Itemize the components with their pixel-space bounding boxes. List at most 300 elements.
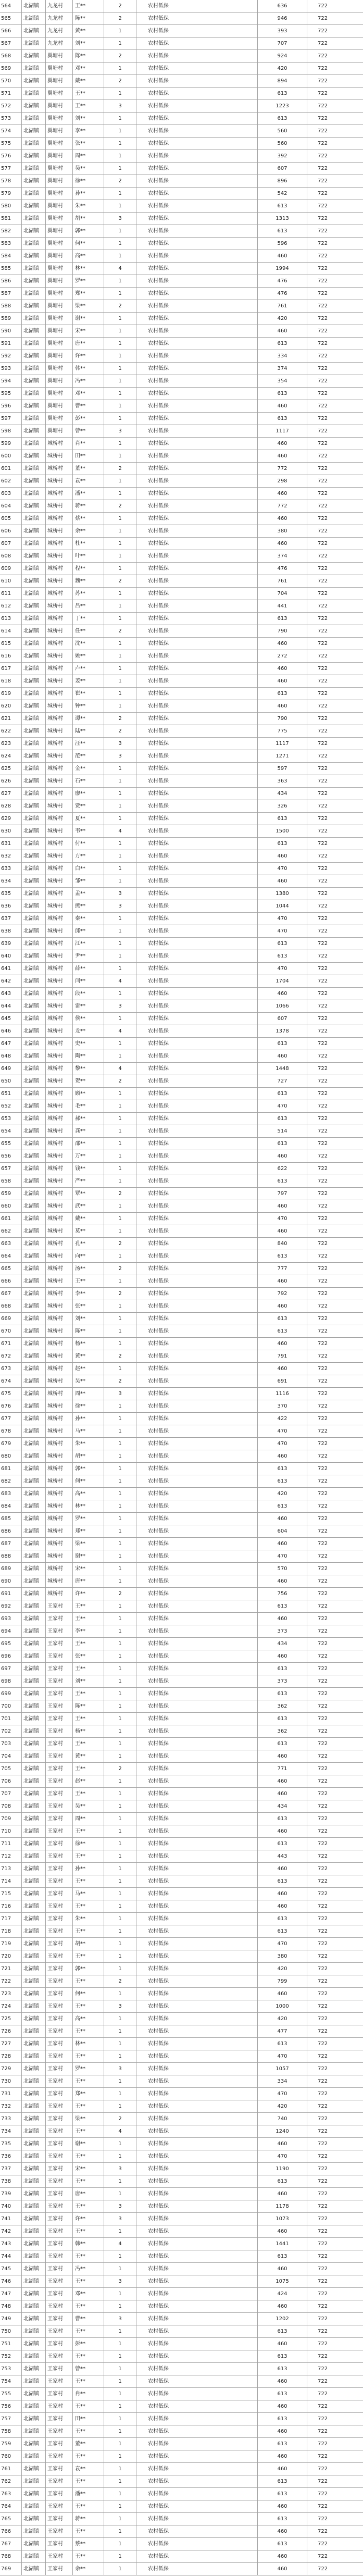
cell-household-size: 4	[104, 825, 136, 837]
table-row	[0, 1325, 363, 1338]
cell-row-number: 567	[0, 38, 22, 49]
cell-amount: 613	[258, 2350, 307, 2362]
cell-row-number: 680	[0, 1450, 22, 1462]
cell-name: 王**	[73, 1950, 104, 1962]
cell-household-size: 2	[104, 1588, 136, 1600]
cell-assistance-type: 农村低保	[136, 875, 258, 887]
cell-village: 城桥村	[46, 1488, 73, 1500]
cell-code: 722	[318, 2229, 328, 2234]
cell-assistance-type: 农村低保	[136, 888, 258, 900]
cell-town: 北湖镇	[22, 1350, 46, 1362]
cell-village: 城桥村	[46, 750, 73, 762]
cell-household-size: 1	[104, 950, 136, 962]
cell-row-number: 751	[0, 2338, 22, 2350]
cell-amount: 460	[258, 875, 307, 887]
cell-name: 罗**	[73, 2063, 104, 2075]
cell-name: 郑**	[73, 288, 104, 300]
table-row	[0, 563, 363, 575]
cell-amount: 460	[258, 1538, 307, 1550]
cell-village: 城桥村	[46, 1325, 73, 1337]
cell-row-number: 767	[0, 2538, 22, 2550]
cell-amount: 1075	[258, 2275, 307, 2287]
cell-village: 城桥村	[46, 1413, 73, 1425]
cell-village: 城桥村	[46, 688, 73, 700]
cell-assistance-type: 农村低保	[136, 2313, 258, 2325]
cell-assistance-type: 农村低保	[136, 2488, 258, 2500]
table-row	[0, 1788, 363, 1800]
cell-town: 北湖镇	[22, 2475, 46, 2487]
table-row	[0, 2038, 363, 2050]
cell-row-number: 695	[0, 1638, 22, 1650]
table-row	[0, 138, 363, 150]
cell-town: 北湖镇	[22, 2138, 46, 2150]
cell-assistance-type: 农村低保	[136, 500, 258, 512]
cell-amount: 362	[258, 1700, 307, 1712]
cell-village: 城桥村	[46, 963, 73, 975]
cell-town: 北湖镇	[22, 500, 46, 512]
cell-household-size: 1	[104, 1725, 136, 1737]
cell-town: 北湖镇	[22, 200, 46, 212]
cell-household-size: 1	[104, 638, 136, 650]
cell-village: 王家村	[46, 1750, 73, 1762]
table-row	[0, 1038, 363, 1050]
cell-amount: 613	[258, 1088, 307, 1100]
cell-row-number: 677	[0, 1413, 22, 1425]
cell-assistance-type: 农村低保	[136, 1438, 258, 1450]
cell-amount: 1448	[258, 1063, 307, 1075]
cell-code: 722	[318, 2316, 328, 2322]
table-row	[0, 513, 363, 525]
cell-household-size: 1	[104, 763, 136, 775]
cell-household-size: 3	[104, 213, 136, 225]
cell-assistance-type: 农村低保	[136, 1263, 258, 1275]
cell-assistance-type: 农村低保	[136, 1538, 258, 1550]
cell-name: 范**	[73, 750, 104, 762]
cell-row-number: 593	[0, 363, 22, 375]
cell-amount: 613	[258, 1475, 307, 1487]
cell-row-number: 746	[0, 2275, 22, 2287]
table-row	[0, 950, 363, 963]
cell-assistance-type: 农村低保	[136, 88, 258, 99]
cell-village: 城桥村	[46, 813, 73, 825]
cell-village: 城桥村	[46, 1175, 73, 1187]
cell-amount: 756	[258, 1588, 307, 1600]
cell-village: 王家村	[46, 1938, 73, 1950]
cell-village: 王家村	[46, 1800, 73, 1812]
cell-household-size: 1	[104, 2388, 136, 2400]
table-row	[0, 2125, 363, 2138]
cell-assistance-type: 农村低保	[136, 1925, 258, 1937]
cell-name: 肖**	[73, 438, 104, 450]
cell-town: 北湖镇	[22, 313, 46, 325]
cell-village: 城桥村	[46, 825, 73, 837]
cell-row-number: 686	[0, 1525, 22, 1537]
cell-household-size: 3	[104, 2000, 136, 2012]
cell-household-size: 1	[104, 1813, 136, 1825]
cell-village: 王家村	[46, 1638, 73, 1650]
cell-amount: 460	[258, 2300, 307, 2312]
table-row	[0, 200, 363, 213]
cell-amount: 460	[258, 2425, 307, 2437]
cell-household-size: 1	[104, 700, 136, 712]
cell-amount: 460	[258, 2188, 307, 2200]
cell-name: 史**	[73, 1038, 104, 1050]
cell-village: 城桥村	[46, 600, 73, 612]
table-row	[0, 725, 363, 738]
cell-household-size: 1	[104, 1888, 136, 1900]
cell-amount: 613	[258, 838, 307, 850]
cell-name: 吴**	[73, 163, 104, 175]
cell-amount: 604	[258, 1525, 307, 1537]
cell-assistance-type: 农村低保	[136, 2225, 258, 2237]
cell-village: 王家村	[46, 2163, 73, 2175]
cell-amount: 460	[258, 438, 307, 450]
cell-household-size: 2	[104, 713, 136, 725]
cell-row-number: 595	[0, 388, 22, 400]
cell-code: 722	[318, 516, 328, 521]
cell-town: 北湖镇	[22, 1313, 46, 1325]
cell-row-number: 701	[0, 1713, 22, 1725]
cell-name: 黄**	[73, 25, 104, 37]
cell-assistance-type: 农村低保	[136, 2350, 258, 2362]
cell-household-size: 1	[104, 1475, 136, 1487]
cell-row-number: 684	[0, 1500, 22, 1512]
table-row	[0, 1125, 363, 1138]
cell-village: 王家村	[46, 1838, 73, 1850]
cell-code: 722	[318, 1741, 328, 1747]
cell-amount: 1313	[258, 213, 307, 225]
cell-assistance-type: 农村低保	[136, 1000, 258, 1012]
cell-amount: 790	[258, 625, 307, 637]
cell-code: 722	[318, 291, 328, 296]
cell-row-number: 638	[0, 925, 22, 937]
cell-assistance-type: 农村低保	[136, 2363, 258, 2375]
cell-row-number: 606	[0, 525, 22, 537]
cell-village: 城桥村	[46, 1088, 73, 1100]
cell-amount: 362	[258, 1725, 307, 1737]
cell-village: 王家村	[46, 2075, 73, 2087]
cell-household-size: 1	[104, 1250, 136, 1262]
cell-household-size: 3	[104, 738, 136, 750]
cell-village: 城桥村	[46, 513, 73, 525]
cell-row-number: 619	[0, 688, 22, 700]
cell-code: 722	[318, 391, 328, 396]
cell-town: 北湖镇	[22, 138, 46, 150]
cell-town: 北湖镇	[22, 1750, 46, 1762]
cell-town: 北湖镇	[22, 788, 46, 800]
cell-household-size: 3	[104, 888, 136, 900]
cell-name: 余**	[73, 2563, 104, 2575]
cell-row-number: 640	[0, 950, 22, 962]
cell-assistance-type: 农村低保	[136, 2400, 258, 2412]
cell-amount: 420	[258, 1488, 307, 1500]
table-row	[0, 1050, 363, 1063]
cell-assistance-type: 农村低保	[136, 1188, 258, 1200]
table-row	[0, 338, 363, 350]
cell-amount: 470	[258, 863, 307, 875]
cell-code: 722	[318, 1066, 328, 1072]
cell-row-number: 589	[0, 313, 22, 325]
cell-code: 722	[318, 616, 328, 621]
cell-amount: 460	[258, 850, 307, 862]
cell-village: 翼塘村	[46, 150, 73, 162]
cell-code: 722	[318, 1216, 328, 1222]
cell-code: 722	[318, 1578, 328, 1584]
cell-assistance-type: 农村低保	[136, 2000, 258, 2012]
cell-household-size: 1	[104, 450, 136, 462]
table-row	[0, 638, 363, 650]
cell-code: 722	[318, 1053, 328, 1059]
cell-village: 城桥村	[46, 1100, 73, 1112]
cell-row-number: 745	[0, 2263, 22, 2275]
cell-town: 北湖镇	[22, 1225, 46, 1237]
cell-village: 城桥村	[46, 925, 73, 937]
cell-code: 722	[318, 1928, 328, 1934]
table-row	[0, 2025, 363, 2038]
cell-name: 谢**	[73, 1550, 104, 1562]
cell-village: 城桥村	[46, 650, 73, 662]
cell-amount: 613	[258, 1313, 307, 1325]
cell-row-number: 762	[0, 2475, 22, 2487]
cell-assistance-type: 农村低保	[136, 238, 258, 250]
table-row	[0, 2163, 363, 2175]
cell-household-size: 4	[104, 1025, 136, 1037]
cell-household-size: 1	[104, 1400, 136, 1412]
cell-code: 722	[318, 1128, 328, 1134]
cell-assistance-type: 农村低保	[136, 175, 258, 187]
cell-code: 722	[318, 1316, 328, 1322]
cell-household-size: 1	[104, 925, 136, 937]
cell-code: 722	[318, 2529, 328, 2534]
cell-name: 姜**	[73, 675, 104, 687]
cell-town: 北湖镇	[22, 1238, 46, 1250]
cell-name: 王**	[73, 1825, 104, 1837]
cell-name: 蒋**	[73, 2513, 104, 2525]
cell-household-size: 3	[104, 2163, 136, 2175]
cell-name: 曹**	[73, 400, 104, 412]
table-row	[0, 963, 363, 975]
cell-name: 孙**	[73, 188, 104, 200]
cell-code: 722	[318, 1666, 328, 1672]
cell-town: 北湖镇	[22, 1625, 46, 1637]
cell-village: 城桥村	[46, 1213, 73, 1225]
cell-amount: 460	[258, 2550, 307, 2562]
cell-row-number: 617	[0, 663, 22, 675]
cell-town: 北湖镇	[22, 2363, 46, 2375]
cell-amount: 613	[258, 1138, 307, 1150]
table-row	[0, 913, 363, 925]
cell-name: 刘**	[73, 1313, 104, 1325]
cell-amount: 460	[258, 1363, 307, 1375]
cell-village: 王家村	[46, 1963, 73, 1975]
cell-amount: 1223	[258, 100, 307, 112]
cell-code: 722	[318, 416, 328, 421]
cell-village: 王家村	[46, 2088, 73, 2100]
cell-code: 722	[318, 1228, 328, 1234]
cell-name: 田**	[73, 450, 104, 462]
cell-row-number: 729	[0, 2063, 22, 2075]
table-row	[0, 1413, 363, 1425]
cell-village: 城桥村	[46, 1363, 73, 1375]
cell-row-number: 651	[0, 1088, 22, 1100]
cell-name: 王**	[73, 2450, 104, 2462]
cell-amount: 613	[258, 2250, 307, 2262]
cell-town: 北湖镇	[22, 775, 46, 787]
cell-assistance-type: 农村低保	[136, 2463, 258, 2475]
cell-code: 722	[318, 2029, 328, 2034]
cell-row-number: 758	[0, 2425, 22, 2437]
cell-amount: 460	[258, 2263, 307, 2275]
cell-assistance-type: 农村低保	[136, 313, 258, 325]
cell-name: 唐**	[73, 338, 104, 350]
cell-village: 城桥村	[46, 1500, 73, 1512]
cell-name: 金**	[73, 763, 104, 775]
cell-amount: 460	[258, 1200, 307, 1212]
table-row	[0, 2563, 363, 2575]
cell-village: 翼塘村	[46, 88, 73, 99]
cell-village: 城桥村	[46, 763, 73, 775]
cell-code: 722	[318, 2291, 328, 2297]
cell-code: 722	[318, 2554, 328, 2559]
cell-row-number: 692	[0, 1600, 22, 1612]
cell-household-size: 2	[104, 75, 136, 87]
cell-amount: 424	[258, 2288, 307, 2300]
cell-assistance-type: 农村低保	[136, 1713, 258, 1725]
cell-household-size: 1	[104, 875, 136, 887]
cell-row-number: 583	[0, 238, 22, 250]
cell-assistance-type: 农村低保	[136, 1125, 258, 1137]
cell-village: 城桥村	[46, 663, 73, 675]
cell-row-number: 703	[0, 1738, 22, 1750]
cell-village: 翼塘村	[46, 238, 73, 250]
cell-assistance-type: 农村低保	[136, 1900, 258, 1912]
cell-assistance-type: 农村低保	[136, 1575, 258, 1587]
cell-name: 任**	[73, 625, 104, 637]
cell-name: 杜**	[73, 538, 104, 550]
cell-row-number: 769	[0, 2563, 22, 2575]
cell-village: 翼塘村	[46, 250, 73, 262]
cell-row-number: 645	[0, 1013, 22, 1025]
cell-amount: 613	[258, 2175, 307, 2187]
cell-village: 王家村	[46, 2538, 73, 2550]
table-row	[0, 300, 363, 313]
cell-assistance-type: 农村低保	[136, 925, 258, 937]
cell-assistance-type: 农村低保	[136, 588, 258, 600]
cell-assistance-type: 农村低保	[136, 1513, 258, 1525]
cell-code: 722	[318, 1453, 328, 1459]
cell-village: 城桥村	[46, 1575, 73, 1587]
table-row	[0, 1725, 363, 1738]
table-row	[0, 788, 363, 800]
cell-amount: 334	[258, 350, 307, 362]
cell-name: 王**	[73, 1688, 104, 1700]
table-row	[0, 1513, 363, 1525]
cell-assistance-type: 农村低保	[136, 1975, 258, 1987]
cell-amount: 1202	[258, 2313, 307, 2325]
cell-village: 王家村	[46, 2513, 73, 2525]
cell-code: 722	[318, 1466, 328, 1472]
cell-name: 李**	[73, 1288, 104, 1300]
cell-amount: 613	[258, 1250, 307, 1262]
cell-town: 北湖镇	[22, 1100, 46, 1112]
cell-row-number: 691	[0, 1588, 22, 1600]
table-row	[0, 2400, 363, 2413]
cell-assistance-type: 农村低保	[136, 825, 258, 837]
table-row	[0, 738, 363, 750]
cell-code: 722	[318, 1491, 328, 1497]
cell-name: 苏**	[73, 588, 104, 600]
cell-code: 722	[318, 1116, 328, 1122]
cell-code: 722	[318, 116, 328, 121]
cell-row-number: 598	[0, 425, 22, 437]
cell-household-size: 1	[104, 1225, 136, 1237]
cell-name: 王**	[73, 1850, 104, 1862]
cell-code: 722	[318, 328, 328, 334]
cell-village: 王家村	[46, 1788, 73, 1800]
cell-amount: 924	[258, 50, 307, 62]
cell-assistance-type: 农村低保	[136, 2413, 258, 2425]
cell-amount: 460	[258, 2450, 307, 2462]
table-row	[0, 2138, 363, 2150]
cell-assistance-type: 农村低保	[136, 513, 258, 525]
cell-row-number: 628	[0, 800, 22, 812]
cell-amount: 460	[258, 1788, 307, 1800]
cell-town: 北湖镇	[22, 1088, 46, 1100]
cell-row-number: 661	[0, 1213, 22, 1225]
cell-town: 北湖镇	[22, 475, 46, 487]
cell-amount: 761	[258, 575, 307, 587]
cell-household-size: 1	[104, 1050, 136, 1062]
cell-row-number: 602	[0, 475, 22, 487]
cell-name: 潘**	[73, 488, 104, 500]
cell-village: 王家村	[46, 2400, 73, 2412]
cell-assistance-type: 农村低保	[136, 225, 258, 237]
cell-name: 薛**	[73, 963, 104, 975]
cell-household-size: 1	[104, 2150, 136, 2162]
cell-code: 722	[318, 928, 328, 934]
table-row	[0, 2088, 363, 2100]
cell-assistance-type: 农村低保	[136, 1588, 258, 1600]
table-row	[0, 1675, 363, 1688]
cell-household-size: 1	[104, 1463, 136, 1475]
cell-assistance-type: 农村低保	[136, 1300, 258, 1312]
cell-town: 北湖镇	[22, 1613, 46, 1625]
cell-household-size: 1	[104, 1363, 136, 1375]
cell-code: 722	[318, 803, 328, 809]
cell-name: 龚**	[73, 1125, 104, 1137]
cell-town: 北湖镇	[22, 1213, 46, 1225]
cell-town: 北湖镇	[22, 388, 46, 400]
cell-amount: 460	[258, 1225, 307, 1237]
cell-village: 王家村	[46, 1600, 73, 1612]
cell-name: 郑**	[73, 2088, 104, 2100]
table-row	[0, 1613, 363, 1625]
cell-household-size: 2	[104, 625, 136, 637]
table-row	[0, 1113, 363, 1125]
table-row	[0, 2213, 363, 2225]
cell-household-size: 2	[104, 175, 136, 187]
cell-village: 城桥村	[46, 450, 73, 462]
cell-assistance-type: 农村低保	[136, 1475, 258, 1487]
cell-town: 北湖镇	[22, 2550, 46, 2562]
cell-village: 城桥村	[46, 800, 73, 812]
cell-village: 城桥村	[46, 725, 73, 737]
cell-name: 郭**	[73, 225, 104, 237]
cell-amount: 613	[258, 1925, 307, 1937]
cell-town: 北湖镇	[22, 2225, 46, 2237]
cell-town: 北湖镇	[22, 1538, 46, 1550]
cell-village: 城桥村	[46, 1538, 73, 1550]
